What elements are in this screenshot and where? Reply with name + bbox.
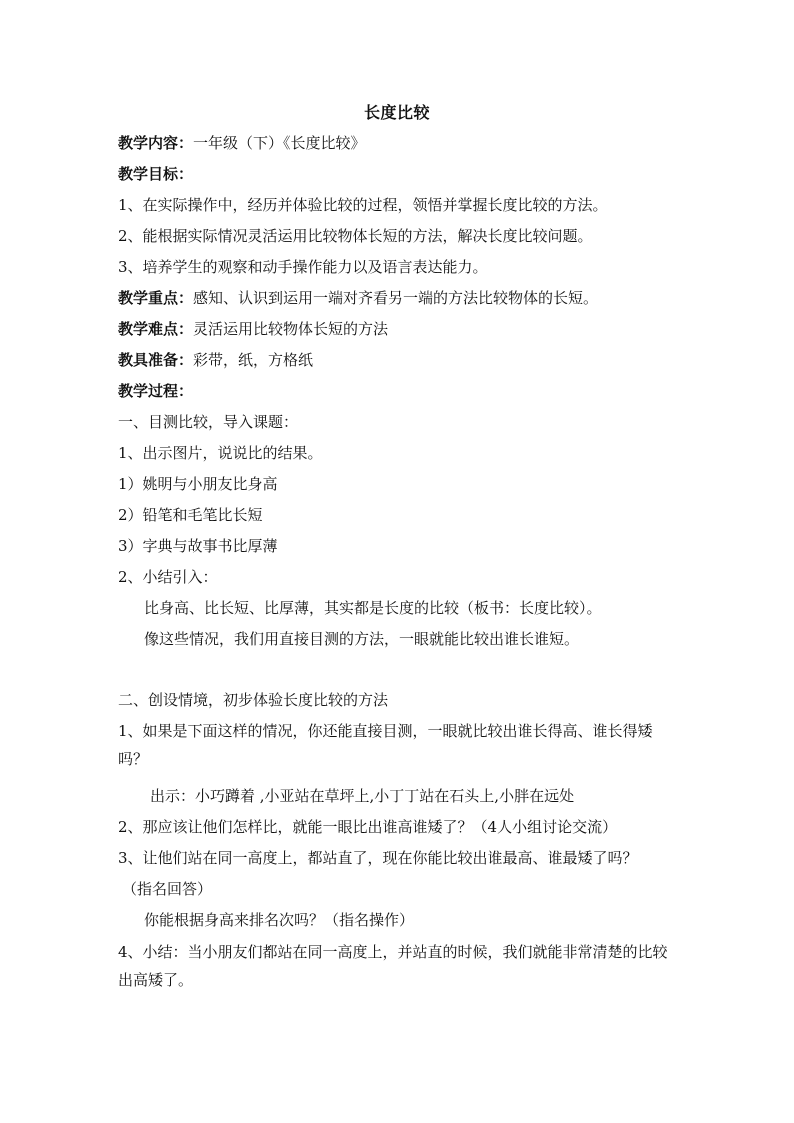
section2-q3: 3、让他们站在同一高度上，都站直了，现在你能比较出谁最高、谁最矮了吗？ xyxy=(118,849,638,867)
section1-para2: 像这些情况，我们用直接目测的方法，一眼就能比较出谁长谁短。 xyxy=(144,630,580,648)
goal-item-1: 1、在实际操作中，经历并体验比较的过程，领悟并掌握长度比较的方法。 xyxy=(118,196,608,214)
section1-heading: 一、目测比较，导入课题： xyxy=(118,413,299,431)
section2-show: 出示：小巧蹲着 ,小亚站在草坪上,小丁丁站在石头上,小胖在远处 xyxy=(150,787,575,805)
difficult-point-label: 教学难点： xyxy=(118,320,194,338)
section2-q4: 4、小结：当小朋友们都站在同一高度上，并站直的时候，我们就能非常清楚的比较出高矮了。 xyxy=(118,943,668,989)
goal-item-3: 3、培养学生的观察和动手操作能力以及语言表达能力。 xyxy=(118,258,488,276)
section2-q1: 1、如果是下面这样的情况，你还能直接目测，一眼就比较出谁长得高、谁长得矮吗？ xyxy=(118,722,653,768)
section1-sub3: 3）字典与故事书比厚薄 xyxy=(118,537,278,555)
section2-q3-note: （指名回答） xyxy=(122,880,213,898)
difficult-point-value: 灵活运用比较物体长短的方法 xyxy=(193,320,389,338)
tools-value: 彩带，纸，方格纸 xyxy=(193,351,314,369)
section1-sub1: 1）姚明与小朋友比身高 xyxy=(118,475,278,493)
section1-para1: 比身高、比长短、比厚薄，其实都是长度的比较（板书：长度比较）。 xyxy=(144,599,602,617)
section2-q2: 2、那应该让他们怎样比，就能一眼比出谁高谁矮了？（4人小组讨论交流） xyxy=(118,818,618,836)
teaching-process-label: 教学过程： xyxy=(118,382,194,400)
tools-label: 教具准备： xyxy=(118,351,194,369)
tools-line xyxy=(118,350,688,370)
key-point-value: 感知、认识到运用一端对齐看另一端的方法比较物体的长短。 xyxy=(193,289,599,307)
teaching-content-line xyxy=(118,133,688,153)
section1-sub2: 2）铅笔和毛笔比长短 xyxy=(118,506,263,524)
key-point-line xyxy=(118,288,688,308)
section2-q3-follow: 你能根据身高来排名次吗？（指名操作） xyxy=(144,911,415,929)
goal-item-2: 2、能根据实际情况灵活运用比较物体长短的方法，解决长度比较问题。 xyxy=(118,227,593,245)
section1-item1: 1、出示图片，说说比的结果。 xyxy=(118,444,323,462)
teaching-goals-label: 教学目标： xyxy=(118,165,194,183)
key-point-label: 教学重点： xyxy=(118,289,194,307)
section1-item2: 2、小结引入： xyxy=(118,568,218,586)
teaching-content-label: 教学内容： xyxy=(118,134,194,152)
difficult-point-line xyxy=(118,319,688,339)
document-title: 长度比较 xyxy=(363,103,430,122)
teaching-content-value: 一年级（下）《长度比较》 xyxy=(193,134,366,152)
section2-heading: 二、创设情境，初步体验长度比较的方法 xyxy=(118,691,389,709)
